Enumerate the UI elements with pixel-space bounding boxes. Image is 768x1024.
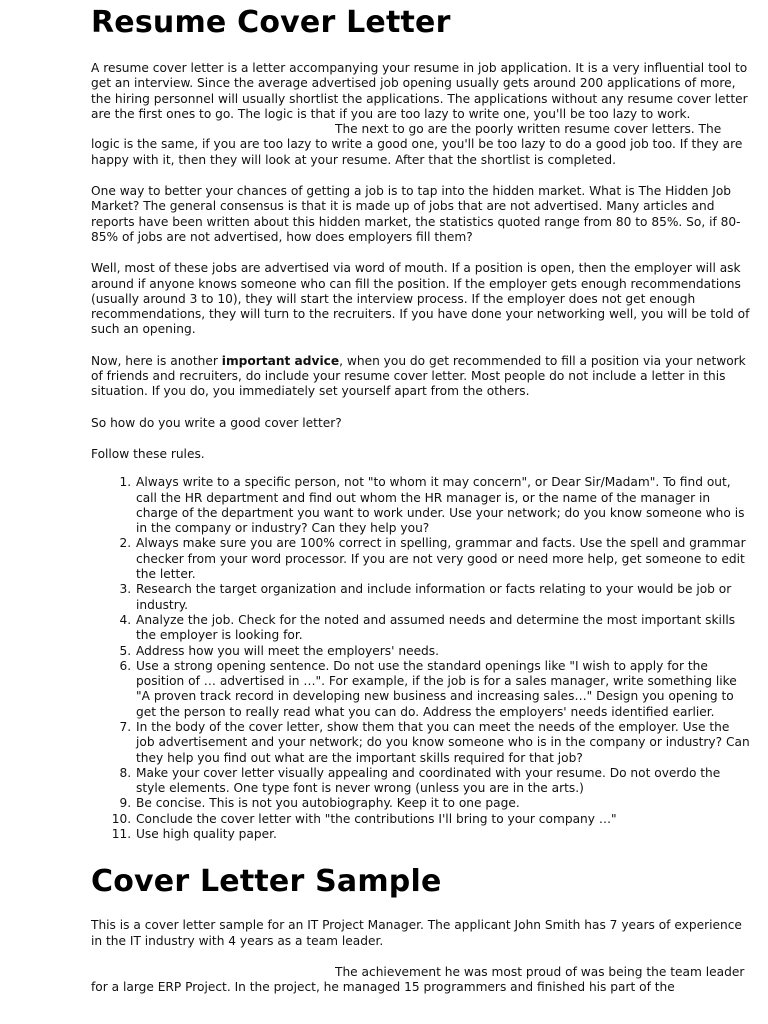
intro-paragraph-4: Well, most of these jobs are advertised via word of mouth. If a position is open, then the employer will ask around if anyone knows someone who can fill the position. If the employer gets enough recommendations (usually around 3 to 10), they will start the interview process. If the employer does not get enough recommendations, they will turn to the recruiters. If you have done your networking well, you will be told of such an opening. bbox=[91, 261, 750, 337]
rule-item: 2. Always make sure you are 100% correct in spelling, grammar and facts. Use the spell and grammar checker from your word processor. If you are not very good or need more help, get someone to edit the letter. bbox=[135, 536, 751, 582]
intro-paragraph-2-text: The next to go are the poorly written resume cover letters. The logic is the same, if you are too lazy to write a good one, you'll be too lazy to do a good job too. If they are happy with it, then they will look at your resume. After that the shortlist is completed. bbox=[91, 122, 743, 167]
rule-item: 9. Be concise. This is not you autobiography. Keep it to one page. bbox=[135, 796, 751, 811]
intro-paragraph-5 bbox=[91, 354, 751, 400]
rule-item: 10. Conclude the cover letter with "the contributions I'll bring to your company …" bbox=[135, 812, 751, 827]
page-title: Resume Cover Letter bbox=[91, 5, 451, 40]
document-page bbox=[91, 0, 751, 996]
rule-item: 5. Address how you will meet the employers' needs. bbox=[135, 644, 751, 659]
intro-paragraph-2 bbox=[91, 122, 751, 168]
rule-item: 8. Make your cover letter visually appealing and coordinated with your resume. Do not overdo the style elements. One type font is never wrong (unless you are in the arts.) bbox=[135, 766, 751, 797]
advice-bold: important advice bbox=[221, 353, 340, 368]
rule-item: 11. Use high quality paper. bbox=[135, 827, 751, 842]
advice-lead: Now, here is another bbox=[91, 353, 222, 368]
rule-item: 6. Use a strong opening sentence. Do not use the standard openings like "I wish to apply for the position of … advertised in …". For example, if the job is for a sales manager, write something like "A proven track record in developing new business and increasing sales…" Design you opening to get the person to really read what you can do. Address the employers' needs identified earlier. bbox=[135, 659, 751, 720]
intro-paragraph-1: A resume cover letter is a letter accompanying your resume in job application. It is a very influential tool to get an interview. Since the average advertised job opening usually gets around 200 applications of more, the hiring personnel will usually shortlist the applications. The applications without any resume cover letter are the first ones to go. The logic is that if you are too lazy to write one, you'll be too lazy to work. bbox=[91, 61, 748, 121]
rule-item: 3. Research the target organization and include information or facts relating to your would be job or industry. bbox=[135, 582, 751, 613]
sample-paragraph-2 bbox=[91, 965, 751, 996]
intro-question: So how do you write a good cover letter? bbox=[91, 415, 342, 430]
rules-intro: Follow these rules. bbox=[91, 446, 205, 461]
rule-item: 4. Analyze the job. Check for the noted and assumed needs and determine the most important skills the employer is looking for. bbox=[135, 613, 751, 644]
rule-item: 7. In the body of the cover letter, show them that you can meet the needs of the employer. Use the job advertisement and your network; do you know someone who is in the company or industry? Can they help you find out what are the important skills required for that job? bbox=[135, 720, 751, 766]
rule-item: 1. Always write to a specific person, not "to whom it may concern", or Dear Sir/Madam". To find out, call the HR department and find out whom the HR manager is, or the name of the manager in charge of the department you want to work under. Use your network; do you know someone who is in the company or industry? Can they help you? bbox=[135, 475, 751, 536]
intro-paragraph-3: One way to better your chances of getting a job is to tap into the hidden market. What is The Hidden Job Market? The general consensus is that it is made up of jobs that are not advertised. Many articles and reports have been written about this hidden market, the statistics quoted range from 80 to 85%. So, if 80-85% of jobs are not advertised, how does employers fill them? bbox=[91, 184, 741, 244]
section-title: Cover Letter Sample bbox=[91, 864, 442, 900]
advice-tail: , when you do get recommended to fill a position via your network of friends and recruiters, do include your resume cover letter. Most people do not include a letter in this situation. If you do, you immediately set yourself apart from the others. bbox=[91, 353, 746, 399]
rules-list bbox=[91, 475, 751, 842]
sample-paragraph-2-text: The achievement he was most proud of was being the team leader for a large ERP Project. In the project, he managed 15 programmers and finished his part of the bbox=[91, 964, 745, 995]
sample-paragraph-1: This is a cover letter sample for an IT Project Manager. The applicant John Smith has 7 years of experience in the IT industry with 4 years as a team leader. bbox=[91, 918, 742, 948]
